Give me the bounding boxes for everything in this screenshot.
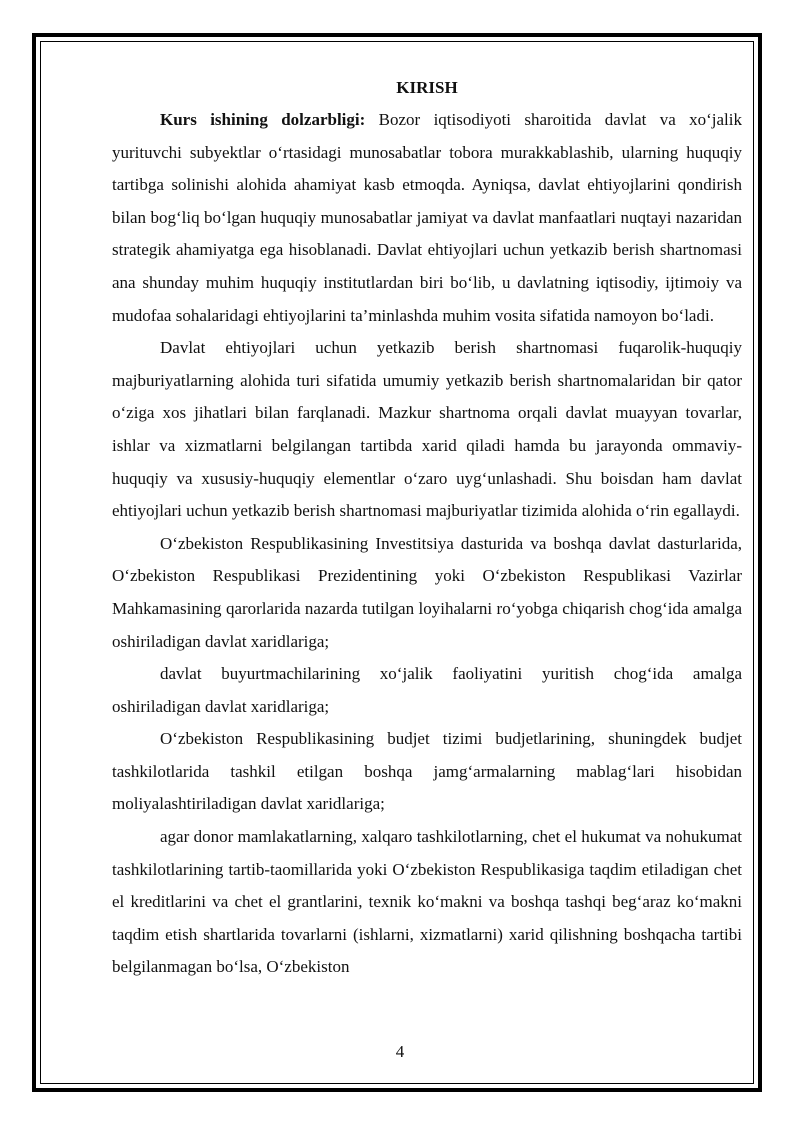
intro-label: Kurs ishining dolzarbligi:	[160, 110, 366, 129]
paragraph: agar donor mamlakatlarning, xalqaro tashkilotlarning, chet el hukumat va nohukumat tashkilotlarining tartib-taomillarida yoki O‘zbekiston Respublikasiga taqdim etiladigan chet el kreditlarini va chet el grantlarini, texnik ko‘makni va boshqa tashqi beg‘araz ko‘makni taqdim etish shartlarida tovarlarni (ishlarni, xizmatlarni) xarid qilishning boshqacha tartibi belgilanmagan bo‘lsa, O‘zbekiston	[112, 827, 742, 977]
paragraph-text: Bozor iqtisodiyoti sharoitida davlat va xo‘jalik yurituvchi subyektlar o‘rtasidagi munosabatlar tobora murakkablashib, ularning huquqiy tartibga solinishi alohida ahamiyat kasb etmoqda. Ayniqsa, davlat ehtiyojlarini qondirish bilan bog‘liq bo‘lgan huquqiy munosabatlar jamiyat va davlat manfaatlari nuqtayi nazaridan strategik ahamiyatga ega hisoblanadi. Davlat ehtiyojlari uchun yetkazib berish shartnomasi ana shunday muhim huquqiy institutlardan biri bo‘lib, u davlatning iqtisodiy, ijtimoiy va mudofaa sohalaridagi ehtiyojlarini ta’minlashda muhim vosita sifatida namoyon bo‘ladi.	[112, 110, 742, 325]
paragraph: O‘zbekiston Respublikasining budjet tizimi budjetlarining, shuningdek budjet tashkilotlarida tashkil etilgan boshqa jamg‘armalarning mablag‘lari hisobidan moliyalashtiriladigan davlat xaridlariga;	[112, 729, 742, 814]
document-body	[112, 72, 742, 984]
section-heading: KIRISH	[396, 78, 458, 97]
paragraph: davlat buyurtmachilarining xo‘jalik faoliyatini yuritish chog‘ida amalga oshiriladigan davlat xaridlariga;	[112, 664, 742, 716]
page-number: 4	[395, 1042, 405, 1061]
paragraph: O‘zbekiston Respublikasining Investitsiya dasturida va boshqa davlat dasturlarida, O‘zbekiston Respublikasi Prezidentining yoki O‘zbekiston Respublikasi Vazirlar Mahkamasining qarorlarida nazarda tutilgan loyihalarni ro‘yobga chiqarish chog‘ida amalga oshiriladigan davlat xaridlariga;	[112, 533, 742, 651]
paragraph: Davlat ehtiyojlari uchun yetkazib berish shartnomasi fuqarolik-huquqiy majburiyatlarning alohida turi sifatida umumiy yetkazib berish shartnomalaridan bir qator o‘ziga xos jihatlari bilan farqlanadi. Mazkur shartnoma orqali davlat muayyan tovarlar, ishlar va xizmatlarni belgilangan tartibda xarid qiladi hamda bu jarayonda ommaviy-huquqiy va xususiy-huquqiy elementlar o‘zaro uyg‘unlashadi. Shu boisdan ham davlat ehtiyojlari uchun yetkazib berish shartnomasi majburiyatlar tizimida alohida o‘rin egallaydi.	[112, 338, 742, 521]
paragraph-relevance	[112, 104, 742, 332]
